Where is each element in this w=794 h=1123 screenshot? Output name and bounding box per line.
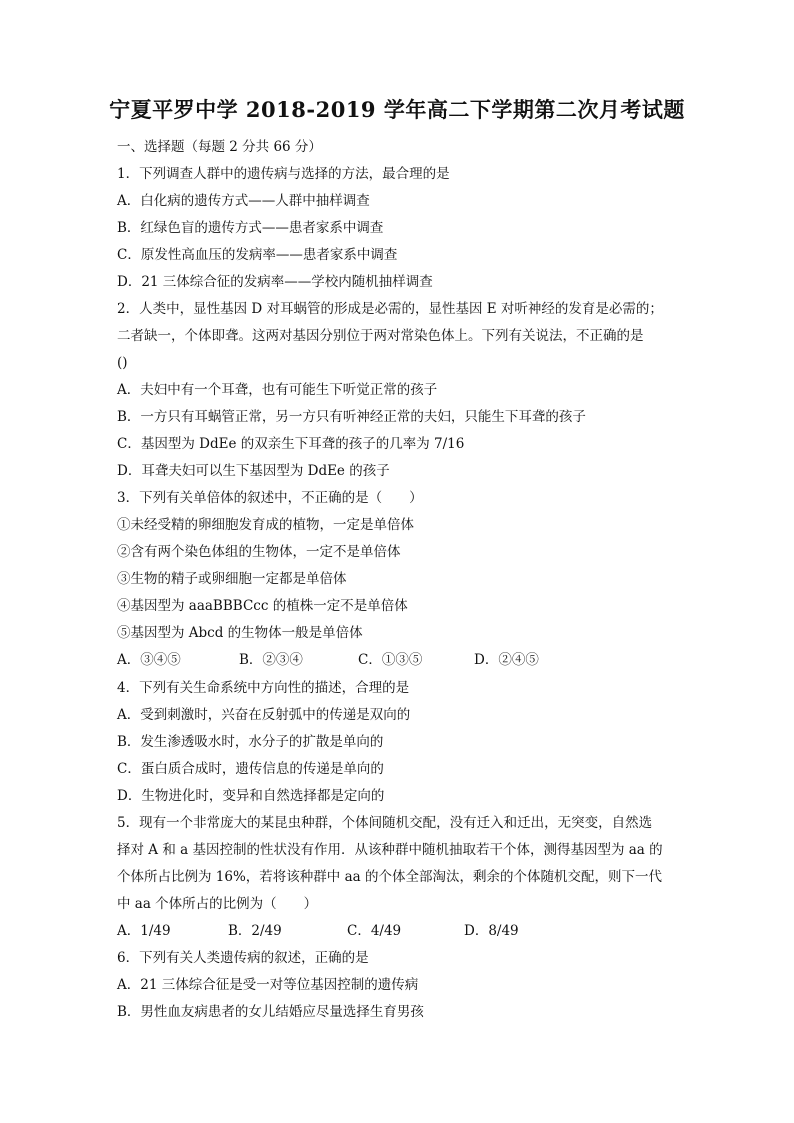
question-1-option-b: B．红绿色盲的遗传方式——患者家系中调查 xyxy=(117,220,384,236)
question-3-item-3: ③生物的精子或卵细胞一定都是单倍体 xyxy=(117,571,347,587)
question-3-option-a: A．③④⑤ xyxy=(117,652,181,668)
question-3-item-2: ②含有两个染色体组的生物体，一定不是单倍体 xyxy=(117,544,401,560)
question-4-option-c: C．蛋白质合成时，遗传信息的传递是单向的 xyxy=(117,761,384,777)
question-2-stem-line-1: 2．人类中，显性基因 D 对耳蜗管的形成是必需的，显性基因 E 对听神经的发育是必需的； xyxy=(117,301,663,317)
question-2-option-a: A．夫妇中有一个耳聋，也有可能生下听觉正常的孩子 xyxy=(117,382,438,398)
question-1-stem: 1．下列调查人群中的遗传病与选择的方法，最合理的是 xyxy=(117,166,450,182)
question-3-stem: 3．下列有关单倍体的叙述中，不正确的是（ ） xyxy=(117,490,423,506)
section-heading: 一、选择题（每题 2 分共 66 分） xyxy=(117,139,322,155)
question-3-item-4: ④基因型为 aaaBBBCcc 的植株一定不是单倍体 xyxy=(117,598,408,614)
question-3-option-d: D．②④⑤ xyxy=(474,652,539,668)
question-6-stem: 6．下列有关人类遗传病的叙述，正确的是 xyxy=(117,950,369,966)
question-5-stem-line-3: 个体所占比例为 16%，若将该种群中 aa 的个体全部淘汰，剩余的个体随机交配，则下一代 xyxy=(117,869,662,885)
question-1-option-c: C．原发性高血压的发病率——患者家系中调查 xyxy=(117,247,398,263)
question-5-option-a: A．1/49 xyxy=(117,923,171,939)
question-3-options xyxy=(117,650,677,670)
question-5-option-c: C．4/49 xyxy=(347,923,402,939)
question-5-option-b: B．2/49 xyxy=(228,923,282,939)
question-3-item-5: ⑤基因型为 Abcd 的生物体一般是单倍体 xyxy=(117,625,363,641)
question-2-option-b: B．一方只有耳蜗管正常，另一方只有听神经正常的夫妇，只能生下耳聋的孩子 xyxy=(117,409,586,425)
question-3-option-b: B．②③④ xyxy=(239,652,303,668)
question-5-option-d: D．8/49 xyxy=(464,923,519,939)
question-4-option-d: D．生物进化时，变异和自然选择都是定向的 xyxy=(117,788,385,804)
question-3-option-c: C．①③⑤ xyxy=(358,652,423,668)
question-4-option-b: B．发生渗透吸水时，水分子的扩散是单向的 xyxy=(117,734,384,750)
question-4-stem: 4．下列有关生命系统中方向性的描述，合理的是 xyxy=(117,680,410,696)
question-5-options xyxy=(117,921,677,941)
question-2-option-c: C．基因型为 DdEe 的双亲生下耳聋的孩子的几率为 7/16 xyxy=(117,436,465,452)
page-title: 宁夏平罗中学 2018-2019 学年高二下学期第二次月考试题 xyxy=(109,97,685,122)
question-2-stem-line-2: 二者缺一，个体即聋。这两对基因分别位于两对常染色体上。下列有关说法，不正确的是 xyxy=(117,328,644,344)
question-1-option-a: A．白化病的遗传方式——人群中抽样调查 xyxy=(117,193,370,209)
question-3-item-1: ①未经受精的卵细胞发育成的植物，一定是单倍体 xyxy=(117,517,414,533)
question-2-stem-line-3: () xyxy=(117,355,128,371)
question-6-option-a: A．21 三体综合征是受一对等位基因控制的遗传病 xyxy=(117,977,419,993)
question-2-option-d: D．耳聋夫妇可以生下基因型为 DdEe 的孩子 xyxy=(117,463,390,479)
question-6-option-b: B．男性血友病患者的女儿结婚应尽量选择生育男孩 xyxy=(117,1004,424,1020)
question-5-stem-line-2: 择对 A 和 a 基因控制的性状没有作用．从该种群中随机抽取若干个体，测得基因型为 aa 的 xyxy=(117,842,663,858)
question-5-stem-line-4: 中 aa 个体所占的比例为（ ） xyxy=(117,896,318,912)
question-5-stem-line-1: 5．现有一个非常庞大的某昆虫种群，个体间随机交配，没有迁入和迁出，无突变，自然选 xyxy=(117,815,653,831)
question-4-option-a: A．受到刺激时，兴奋在反射弧中的传递是双向的 xyxy=(117,707,411,723)
question-1-option-d: D．21 三体综合征的发病率——学校内随机抽样调查 xyxy=(117,274,433,290)
